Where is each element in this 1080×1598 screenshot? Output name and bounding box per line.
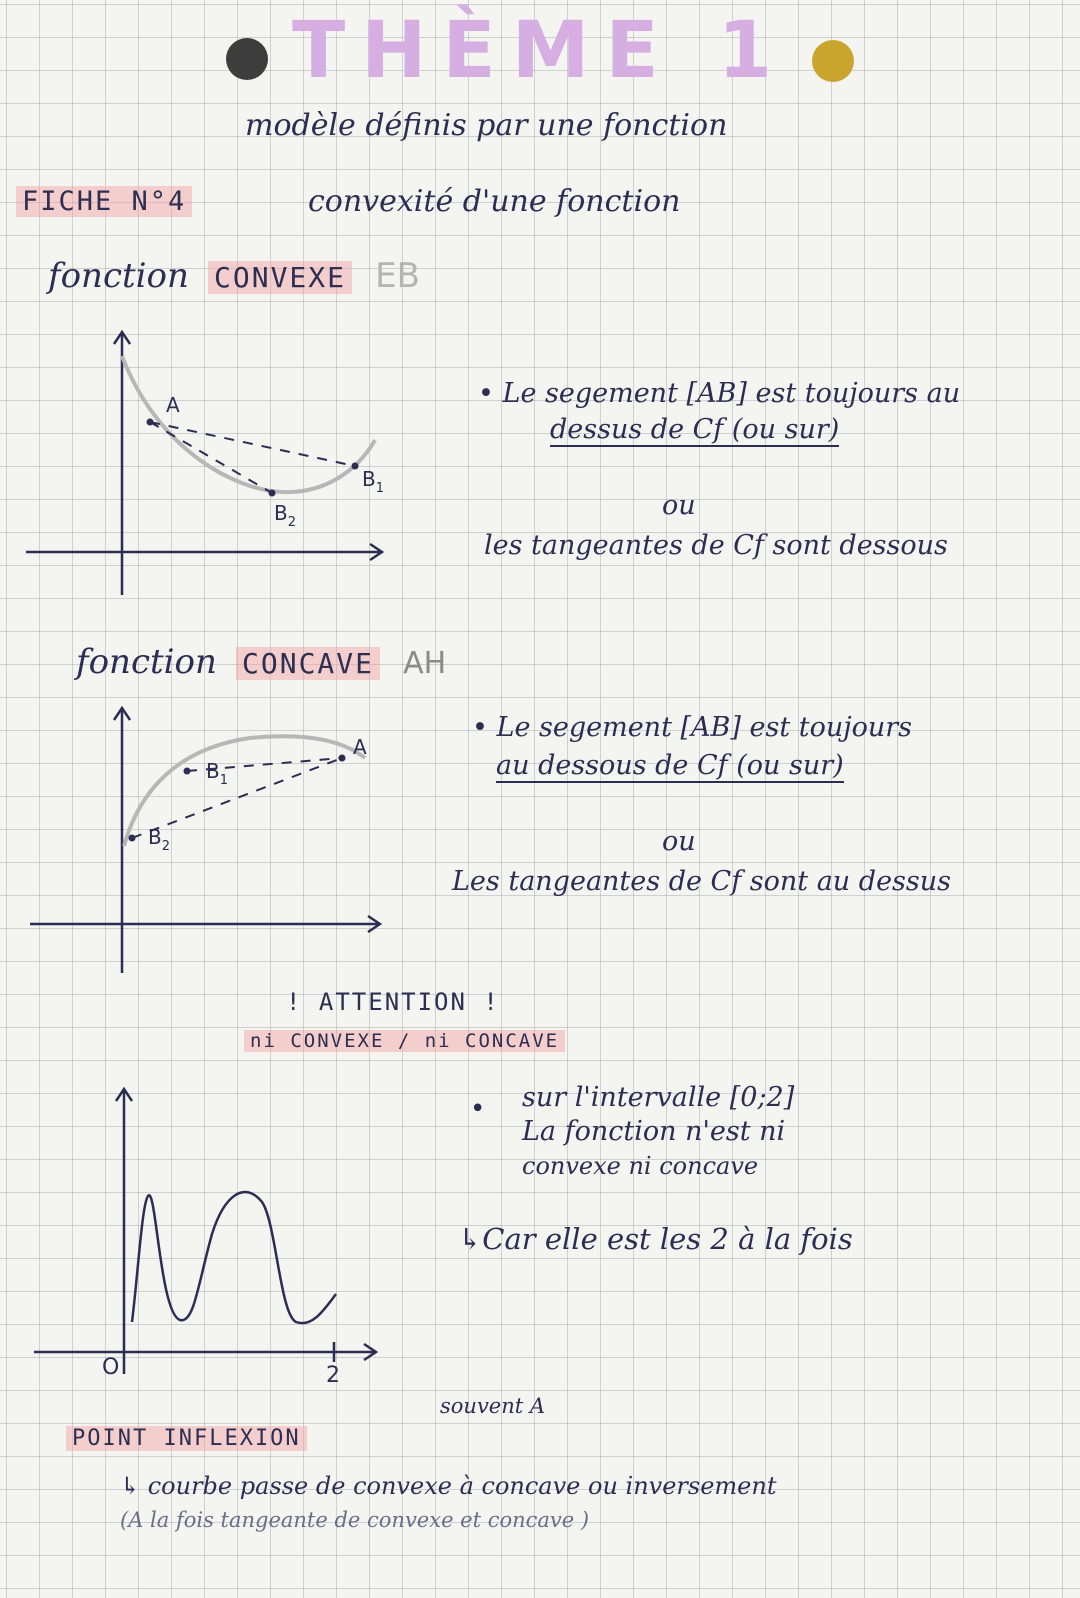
origin-label: O [102,1355,120,1380]
concave-point-a [339,755,346,762]
concave-graph [20,698,400,983]
convex-rule-line1: • Le segement [AB] est toujours au [478,378,961,409]
concave-label-b1-letter: B [206,759,220,783]
inflexion-title [66,1426,307,1451]
convex-graph [20,320,400,605]
attention-bullet: • [470,1094,486,1124]
convex-label-b2 [274,501,296,530]
convex-curve [122,356,375,492]
concave-heading [76,642,446,682]
convex-alt-line: les tangeantes de Cf sont dessous [484,530,948,561]
inflexion-title-text: POINT INFLEXION [66,1426,307,1451]
attention-reason: ↳Car elle est les 2 à la fois [458,1222,853,1256]
concave-label-b2-sub: 2 [161,839,171,854]
convex-or: ou [662,490,696,521]
concave-or: ou [662,826,696,857]
sheet-topic: convexité d'une fonction [308,184,681,219]
attention-title: ! ATTENTION ! [286,988,500,1016]
concave-label-a: A [353,735,367,759]
concave-point-b2 [129,835,136,842]
concave-rule-line2 [496,750,844,781]
concave-point-b1 [184,768,191,775]
gold-sticker-icon [812,40,854,82]
convex-point-b2 [269,490,276,497]
concave-segments [132,758,342,838]
oscillating-axes [34,1089,376,1374]
concave-label-b2 [148,825,170,854]
convex-label-b1-letter: B [362,467,376,491]
convex-rule-line2 [550,414,839,445]
concave-axes [30,708,380,973]
oscillating-graph [30,1084,400,1384]
convex-label-b1-sub: 1 [375,481,385,496]
convex-rule-line2-text: dessus de Cf (ou sur) [550,414,840,445]
sheet-number [16,186,192,217]
convex-label-b2-sub: 2 [287,515,297,530]
concave-label-b1 [206,759,228,788]
convex-heading-word: fonction [48,256,189,296]
concave-tag: AH [403,646,447,681]
concave-heading-word: fonction [76,642,217,682]
tick-label-2: 2 [326,1363,340,1384]
concave-heading-highlight: CONCAVE [236,647,380,680]
convex-point-a [147,419,154,426]
theme-subtitle: modèle définis par une fonction [245,108,728,143]
convex-label-b2-letter: B [274,501,288,525]
sheet-number-text: FICHE N°4 [16,186,192,217]
inflexion-line1: ↳ courbe passe de convexe à concave ou inversement [120,1472,777,1500]
attention-subtitle-text: ni CONVEXE / ni CONCAVE [244,1030,565,1052]
convex-heading [48,256,420,296]
theme-title: THÈME 1 [291,6,789,96]
concave-alt-line: Les tangeantes de Cf sont au dessus [452,866,951,897]
concave-label-b1-sub: 1 [219,773,229,788]
inflexion-line2: (A la fois tangeante de convexe et concave ) [120,1508,590,1532]
convex-label-a: A [166,393,180,417]
attention-line2: La fonction n'est ni [522,1116,786,1147]
convex-tag: EB [375,256,420,296]
attention-subtitle [244,1030,565,1052]
convex-segments [150,422,355,493]
convex-point-b1 [352,463,359,470]
attention-line1: sur l'intervalle [0;2] [522,1082,795,1113]
convex-label-b1 [362,467,384,496]
attention-line3: convexe ni concave [522,1152,759,1180]
convex-heading-highlight: CONVEXE [208,261,352,294]
concave-rule-line1: • Le segement [AB] est toujours [472,712,913,743]
concave-rule-line2-text: au dessous de Cf (ou sur) [496,750,844,781]
concave-label-b2-letter: B [148,825,162,849]
oscillating-curve [132,1192,336,1323]
inflexion-note: souvent A [440,1394,546,1418]
black-sticker-icon [226,38,268,80]
